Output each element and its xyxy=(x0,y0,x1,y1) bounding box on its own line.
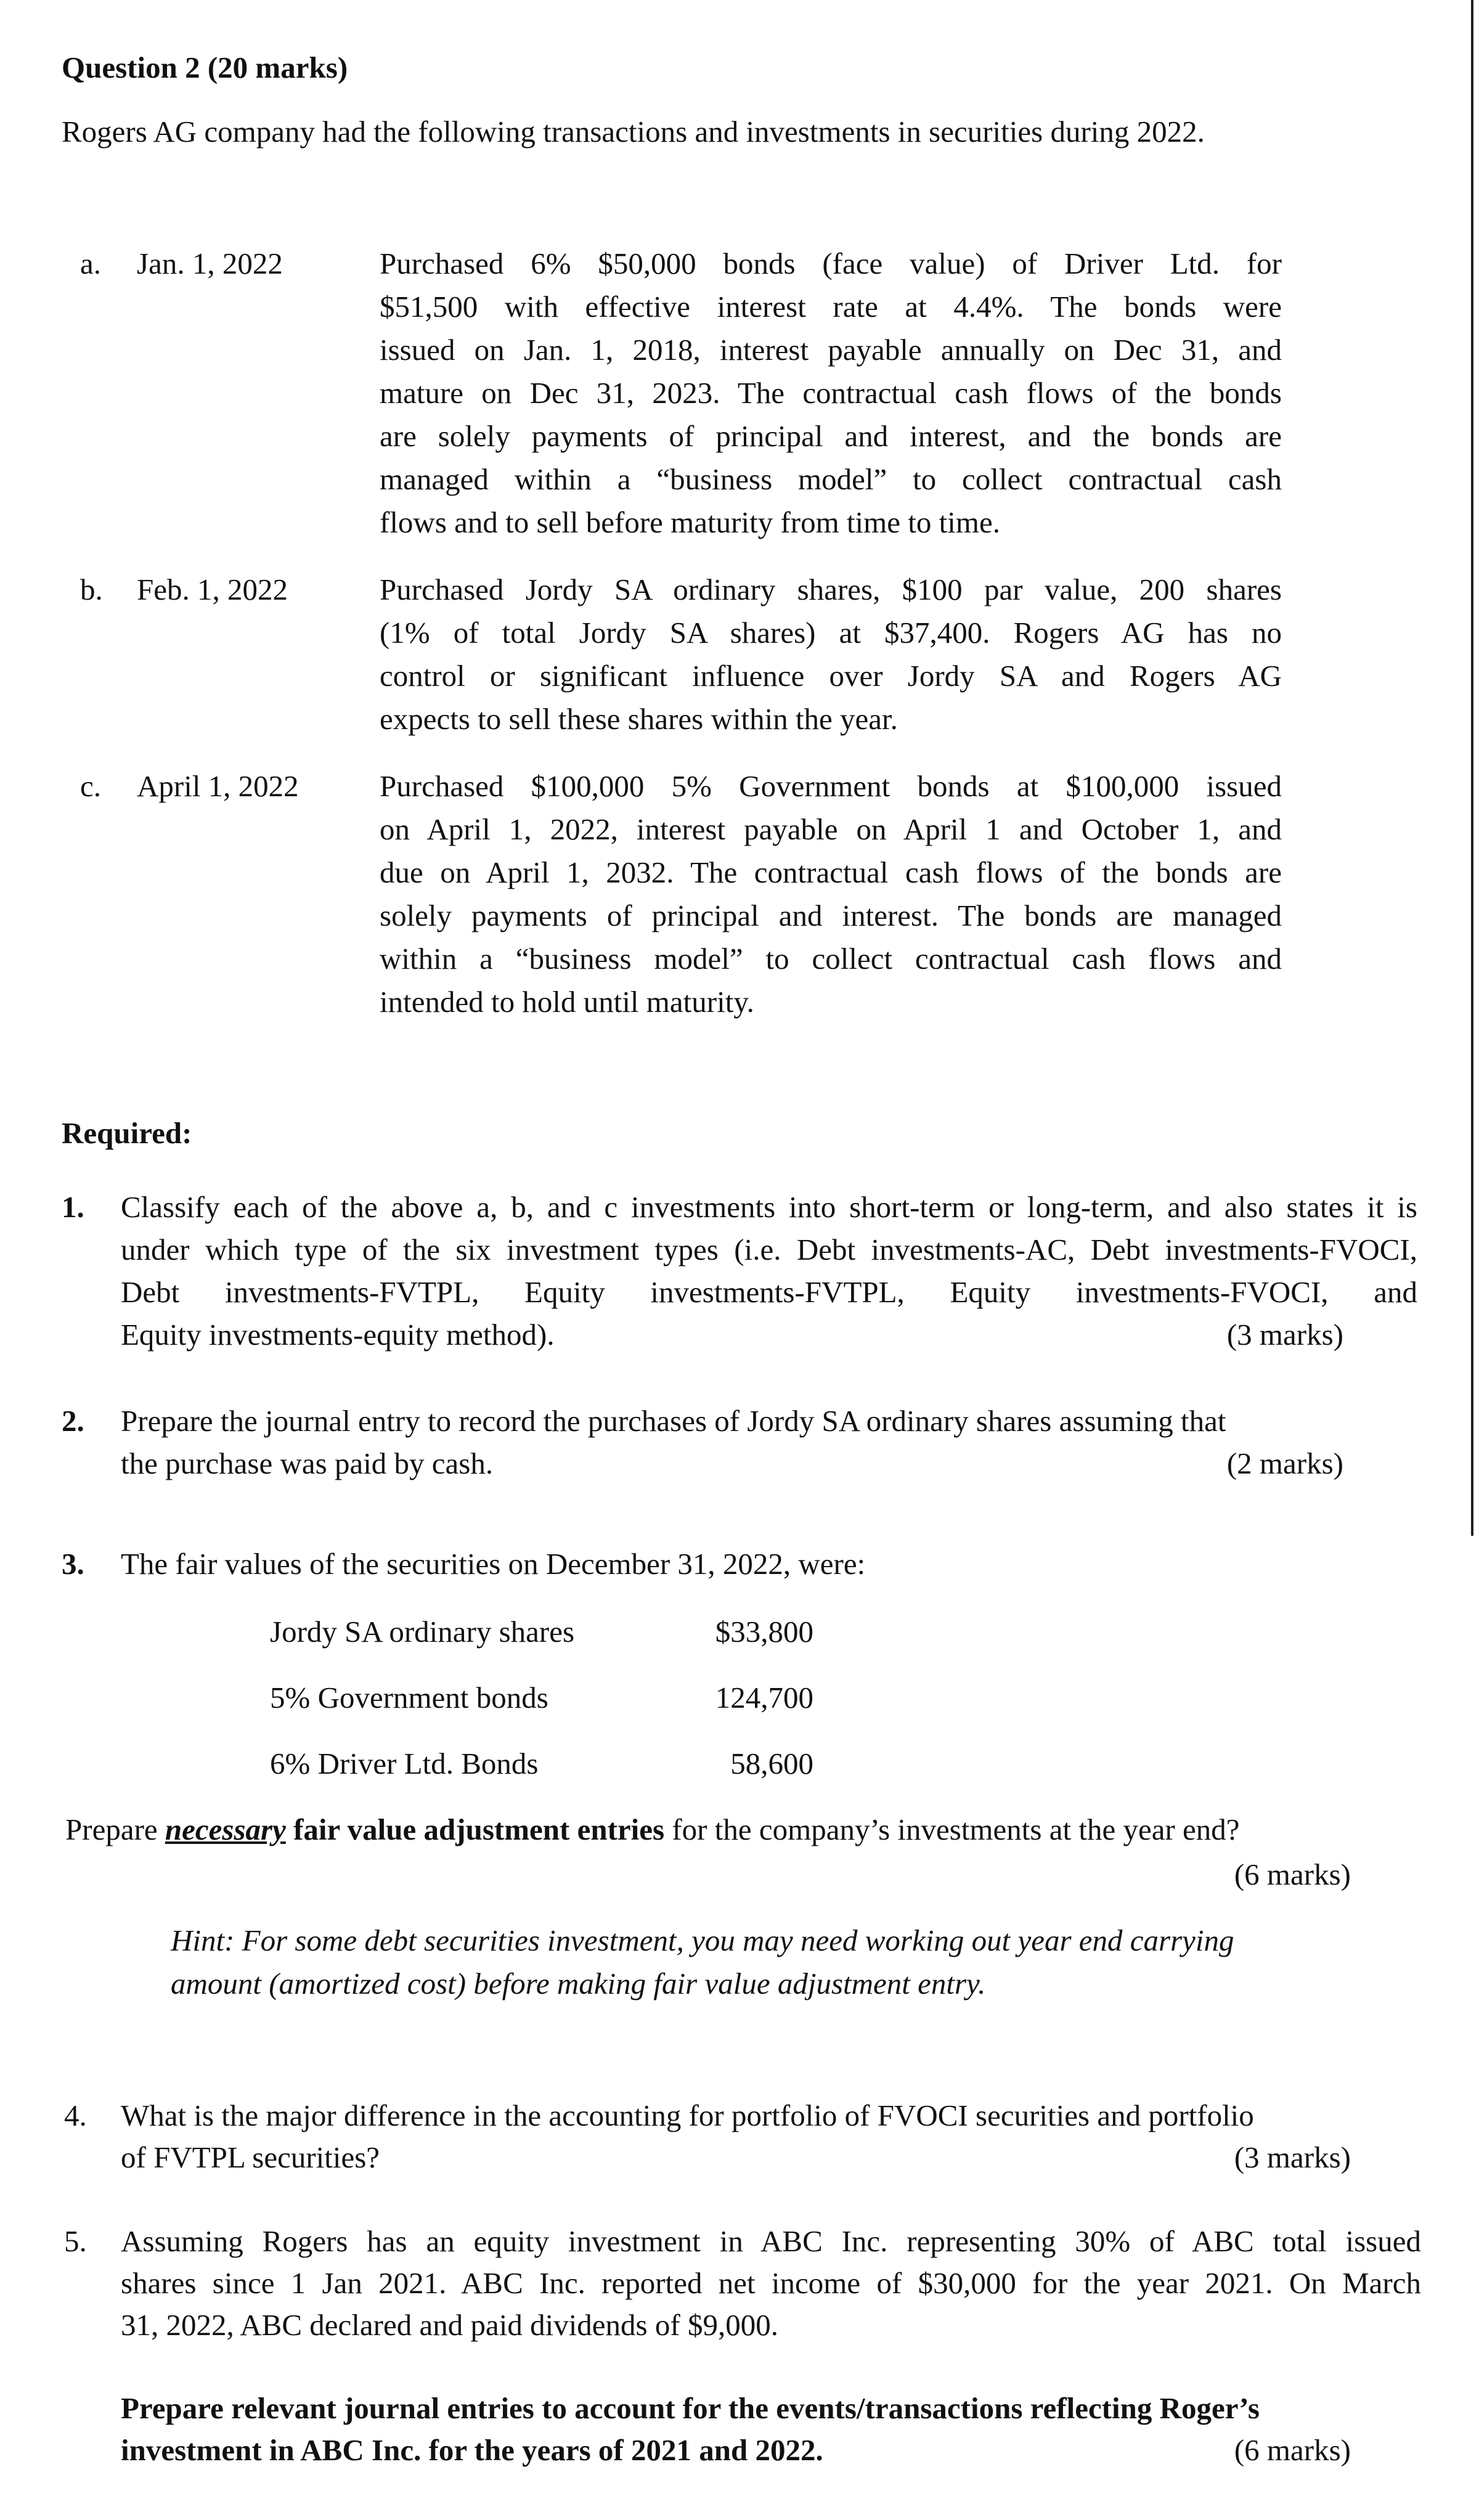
necessary-emphasis: necessary xyxy=(165,1813,286,1846)
question-line: Equity investments-equity method). xyxy=(121,1318,555,1352)
question-number: 2. xyxy=(62,1404,84,1438)
transaction-letter: c. xyxy=(80,769,101,803)
transaction-line: intended to hold until maturity. xyxy=(380,985,754,1019)
transaction-line: on April 1, 2022, interest payable on April 1 and October 1, and xyxy=(380,812,1282,846)
question-bold-line: Prepare relevant journal entries to account for the events/transactions reflecting Roger’s xyxy=(121,2391,1260,2425)
security-name: 6% Driver Ltd. Bonds xyxy=(270,1747,539,1780)
question-number: 1. xyxy=(62,1190,84,1224)
transaction-line: (1% of total Jordy SA shares) at $37,400. Rogers AG has no xyxy=(380,616,1282,650)
question-line: Assuming Rogers has an equity investment in ABC Inc. representing 30% of ABC total issued xyxy=(121,2224,1421,2258)
transaction-line: solely payments of principal and interest. The bonds are managed xyxy=(380,899,1282,932)
security-name: 5% Government bonds xyxy=(270,1681,548,1715)
question-number: 3. xyxy=(62,1547,84,1581)
question-line: The fair values of the securities on December 31, 2022, were: xyxy=(121,1547,866,1581)
security-name: Jordy SA ordinary shares xyxy=(270,1615,575,1649)
transaction-letter: a. xyxy=(80,247,101,280)
question-line: What is the major difference in the accounting for portfolio of FVOCI securities and portfolio xyxy=(121,2098,1254,2132)
marks-label: (6 marks) xyxy=(1234,2433,1351,2467)
transaction-line: managed within a “business model” to collect contractual cash xyxy=(380,462,1282,496)
transaction-line: $51,500 with effective interest rate at 4.4%. The bonds were xyxy=(380,290,1282,324)
transaction-line: Purchased $100,000 5% Government bonds at $100,000 issued xyxy=(380,769,1282,803)
marks-label: (3 marks) xyxy=(1226,1318,1343,1352)
transaction-line: mature on Dec 31, 2023. The contractual cash flows of the bonds xyxy=(380,376,1282,410)
transaction-date: April 1, 2022 xyxy=(137,769,299,803)
question-bold-line: investment in ABC Inc. for the years of 2021 and 2022. xyxy=(121,2433,823,2467)
prepare-instruction xyxy=(65,1808,1240,1851)
marks-label: (3 marks) xyxy=(1234,2140,1351,2174)
fair-value: 124,700 xyxy=(715,1681,813,1715)
transaction-date: Feb. 1, 2022 xyxy=(137,573,288,606)
question-line: of FVTPL securities? xyxy=(121,2140,380,2174)
prepare-text: for the company’s investments at the year end? xyxy=(664,1813,1240,1846)
transaction-line: Purchased 6% $50,000 bonds (face value) of Driver Ltd. for xyxy=(380,247,1282,280)
fair-value: $33,800 xyxy=(715,1615,813,1649)
transaction-line: within a “business model” to collect contractual cash flows and xyxy=(380,942,1282,976)
question-line: Prepare the journal entry to record the purchases of Jordy SA ordinary shares assuming that xyxy=(121,1404,1226,1438)
intro-text: Rogers AG company had the following transactions and investments in securities during 2022. xyxy=(62,115,1205,149)
transaction-date: Jan. 1, 2022 xyxy=(137,247,283,280)
fair-value: 58,600 xyxy=(730,1747,813,1780)
transaction-line: Purchased Jordy SA ordinary shares, $100 par value, 200 shares xyxy=(380,573,1282,606)
prepare-bold-text: fair value adjustment entries xyxy=(285,1813,665,1846)
transaction-line: expects to sell these shares within the year. xyxy=(380,702,898,736)
transaction-letter: b. xyxy=(80,573,103,606)
marks-label: (6 marks) xyxy=(1234,1857,1351,1891)
question-title: Question 2 (20 marks) xyxy=(62,51,348,84)
transaction-line: flows and to sell before maturity from time to time. xyxy=(380,505,1000,539)
page-edge-line xyxy=(1471,0,1473,1536)
transaction-line: due on April 1, 2032. The contractual cash flows of the bonds are xyxy=(380,855,1282,889)
question-number: 5. xyxy=(64,2224,87,2258)
transaction-line: are solely payments of principal and interest, and the bonds are xyxy=(380,419,1282,453)
question-line: shares since 1 Jan 2021. ABC Inc. reported net income of $30,000 for the year 2021. On March xyxy=(121,2266,1421,2300)
question-line: Classify each of the above a, b, and c investments into short-term or long-term, and also states it is xyxy=(121,1190,1417,1224)
marks-label: (2 marks) xyxy=(1226,1446,1343,1480)
hint-line: amount (amortized cost) before making fair value adjustment entry. xyxy=(171,1967,986,2000)
question-line: 31, 2022, ABC declared and paid dividends of $9,000. xyxy=(121,2308,778,2342)
prepare-text: Prepare xyxy=(65,1813,165,1846)
question-line: the purchase was paid by cash. xyxy=(121,1446,494,1480)
question-number: 4. xyxy=(64,2098,87,2132)
question-line: under which type of the six investment types (i.e. Debt investments-AC, Debt investments-FVOCI, xyxy=(121,1233,1417,1266)
required-heading: Required: xyxy=(62,1116,192,1150)
transaction-line: issued on Jan. 1, 2018, interest payable annually on Dec 31, and xyxy=(380,333,1282,367)
question-line: Debt investments-FVTPL, Equity investments-FVTPL, Equity investments-FVOCI, and xyxy=(121,1275,1417,1309)
hint-line: Hint: For some debt securities investment, you may need working out year end carrying xyxy=(171,1923,1234,1957)
transaction-line: control or significant influence over Jordy SA and Rogers AG xyxy=(380,659,1282,693)
